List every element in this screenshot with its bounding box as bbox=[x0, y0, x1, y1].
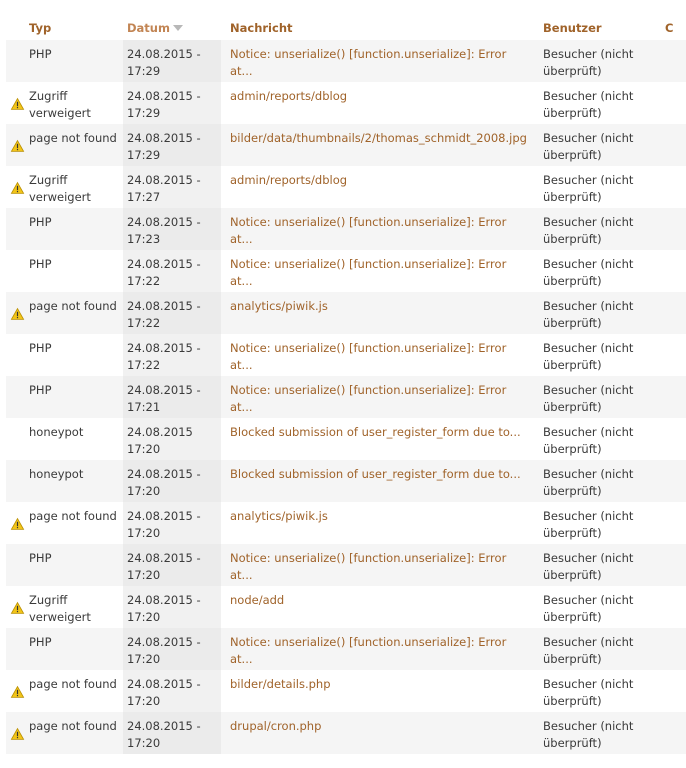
column-header-date-label: Datum bbox=[127, 21, 170, 35]
message-link[interactable] bbox=[230, 382, 540, 416]
date-line-1: 24.08.2015 - bbox=[127, 47, 201, 61]
type-cell: page not found bbox=[29, 299, 117, 313]
message-link[interactable] bbox=[230, 466, 540, 483]
date-line-1: 24.08.2015 bbox=[127, 425, 193, 439]
user-line-1: Besucher (nicht bbox=[543, 467, 634, 481]
warning-icon bbox=[11, 728, 24, 740]
column-header-user[interactable]: Benutzer bbox=[543, 21, 602, 35]
message-link[interactable] bbox=[230, 256, 540, 290]
table-row bbox=[6, 208, 686, 250]
message-line-1: Notice: unserialize() [function.unserialize]: Error bbox=[230, 215, 507, 229]
type-cell: Zugriff verweigert bbox=[29, 173, 91, 204]
date-line-1: 24.08.2015 - bbox=[127, 719, 201, 733]
message-line-2: at... bbox=[230, 232, 253, 246]
message-line-1: Notice: unserialize() [function.unserialize]: Error bbox=[230, 341, 507, 355]
user-line-2: überprüft) bbox=[543, 190, 602, 204]
message-line-1: admin/reports/dblog bbox=[230, 173, 348, 187]
type-cell: PHP bbox=[29, 215, 52, 229]
type-cell: page not found bbox=[29, 131, 117, 145]
user-line-2: überprüft) bbox=[543, 148, 602, 162]
user-line-1: Besucher (nicht bbox=[543, 131, 634, 145]
message-line-1: Blocked submission of user_register_form due to... bbox=[230, 467, 521, 481]
user-line-2: überprüft) bbox=[543, 694, 602, 708]
message-link[interactable] bbox=[230, 424, 540, 441]
message-line-1: admin/reports/dblog bbox=[230, 89, 348, 103]
user-line-1: Besucher (nicht bbox=[543, 593, 634, 607]
user-cell bbox=[543, 550, 653, 584]
date-line-2: 17:22 bbox=[127, 358, 161, 372]
date-cell bbox=[127, 130, 219, 164]
table-body bbox=[6, 40, 686, 754]
table-row bbox=[6, 502, 686, 544]
date-line-1: 24.08.2015 - bbox=[127, 131, 201, 145]
warning-icon bbox=[11, 518, 24, 530]
date-line-2: 17:20 bbox=[127, 442, 161, 456]
date-line-2: 17:29 bbox=[127, 148, 161, 162]
table-row bbox=[6, 40, 686, 82]
user-cell bbox=[543, 298, 653, 332]
user-cell bbox=[543, 382, 653, 416]
date-cell bbox=[127, 88, 219, 122]
table-row bbox=[6, 544, 686, 586]
message-link[interactable] bbox=[230, 676, 540, 693]
date-cell bbox=[127, 256, 219, 290]
date-cell bbox=[127, 718, 219, 752]
type-cell: page not found bbox=[29, 677, 117, 691]
table-row bbox=[6, 82, 686, 124]
type-cell: PHP bbox=[29, 47, 52, 61]
type-cell: honeypot bbox=[29, 425, 84, 439]
type-cell: PHP bbox=[29, 257, 52, 271]
user-line-2: überprüft) bbox=[543, 736, 602, 750]
user-line-2: überprüft) bbox=[543, 526, 602, 540]
date-line-2: 17:20 bbox=[127, 568, 161, 582]
date-line-1: 24.08.2015 - bbox=[127, 467, 201, 481]
warning-icon bbox=[11, 182, 24, 194]
type-cell: Zugriff verweigert bbox=[29, 89, 91, 120]
type-cell: honeypot bbox=[29, 467, 84, 481]
date-line-2: 17:21 bbox=[127, 400, 161, 414]
message-line-2: at... bbox=[230, 568, 253, 582]
table-row bbox=[6, 376, 686, 418]
date-cell bbox=[127, 340, 219, 374]
message-line-1: Notice: unserialize() [function.unserialize]: Error bbox=[230, 47, 507, 61]
user-cell bbox=[543, 130, 653, 164]
date-cell bbox=[127, 424, 219, 458]
date-line-2: 17:29 bbox=[127, 64, 161, 78]
date-line-1: 24.08.2015 - bbox=[127, 383, 201, 397]
date-line-2: 17:20 bbox=[127, 736, 161, 750]
table-row bbox=[6, 670, 686, 712]
date-cell bbox=[127, 46, 219, 80]
date-cell bbox=[127, 550, 219, 584]
sort-desc-icon bbox=[173, 25, 183, 31]
user-line-2: überprüft) bbox=[543, 568, 602, 582]
table-row bbox=[6, 292, 686, 334]
user-line-1: Besucher (nicht bbox=[543, 89, 634, 103]
user-line-2: überprüft) bbox=[543, 232, 602, 246]
type-cell: Zugriff verweigert bbox=[29, 593, 91, 624]
date-line-1: 24.08.2015 - bbox=[127, 593, 201, 607]
warning-icon bbox=[11, 308, 24, 320]
message-line-1: analytics/piwik.js bbox=[230, 509, 328, 523]
message-link[interactable] bbox=[230, 214, 540, 248]
user-line-1: Besucher (nicht bbox=[543, 719, 634, 733]
user-line-2: überprüft) bbox=[543, 358, 602, 372]
user-line-1: Besucher (nicht bbox=[543, 509, 634, 523]
user-line-1: Besucher (nicht bbox=[543, 215, 634, 229]
user-cell bbox=[543, 46, 653, 80]
message-line-1: node/add bbox=[230, 593, 285, 607]
date-line-1: 24.08.2015 - bbox=[127, 299, 201, 313]
message-link[interactable] bbox=[230, 340, 540, 374]
message-link[interactable] bbox=[230, 508, 540, 525]
date-cell bbox=[127, 508, 219, 542]
user-line-1: Besucher (nicht bbox=[543, 551, 634, 565]
message-link[interactable] bbox=[230, 298, 540, 315]
table-header bbox=[6, 0, 686, 40]
log-table bbox=[6, 0, 686, 754]
table-row bbox=[6, 334, 686, 376]
date-line-1: 24.08.2015 - bbox=[127, 677, 201, 691]
message-line-1: bilder/details.php bbox=[230, 677, 331, 691]
date-line-2: 17:20 bbox=[127, 652, 161, 666]
user-line-2: überprüft) bbox=[543, 652, 602, 666]
message-link[interactable] bbox=[230, 550, 540, 584]
message-line-1: Notice: unserialize() [function.unserialize]: Error bbox=[230, 383, 507, 397]
date-line-2: 17:20 bbox=[127, 694, 161, 708]
message-line-1: drupal/cron.php bbox=[230, 719, 322, 733]
message-link[interactable] bbox=[230, 592, 540, 609]
user-cell bbox=[543, 718, 653, 752]
date-line-1: 24.08.2015 - bbox=[127, 341, 201, 355]
column-header-type[interactable]: Typ bbox=[29, 21, 52, 35]
message-line-1: Blocked submission of user_register_form due to... bbox=[230, 425, 521, 439]
type-cell: PHP bbox=[29, 551, 52, 565]
message-line-1: analytics/piwik.js bbox=[230, 299, 328, 313]
message-line-2: at... bbox=[230, 64, 253, 78]
date-cell bbox=[127, 172, 219, 206]
date-line-2: 17:29 bbox=[127, 106, 161, 120]
user-line-2: überprüft) bbox=[543, 400, 602, 414]
date-line-2: 17:20 bbox=[127, 526, 161, 540]
date-line-1: 24.08.2015 - bbox=[127, 551, 201, 565]
date-line-2: 17:27 bbox=[127, 190, 161, 204]
user-cell bbox=[543, 676, 653, 710]
user-cell bbox=[543, 424, 653, 458]
column-header-date[interactable] bbox=[127, 21, 183, 35]
date-line-2: 17:20 bbox=[127, 610, 161, 624]
user-cell bbox=[543, 634, 653, 668]
date-line-1: 24.08.2015 - bbox=[127, 89, 201, 103]
table-row-partial bbox=[0, 754, 680, 768]
table-row bbox=[6, 166, 686, 208]
date-line-1: 24.08.2015 - bbox=[127, 215, 201, 229]
user-line-2: überprüft) bbox=[543, 442, 602, 456]
user-cell bbox=[543, 466, 653, 500]
message-line-2: at... bbox=[230, 652, 253, 666]
user-line-1: Besucher (nicht bbox=[543, 299, 634, 313]
date-line-2: 17:23 bbox=[127, 232, 161, 246]
user-line-1: Besucher (nicht bbox=[543, 383, 634, 397]
message-line-2: at... bbox=[230, 400, 253, 414]
table-row bbox=[6, 460, 686, 502]
table-row bbox=[6, 586, 686, 628]
message-line-2: at... bbox=[230, 274, 253, 288]
date-line-1: 24.08.2015 - bbox=[127, 257, 201, 271]
user-line-1: Besucher (nicht bbox=[543, 677, 634, 691]
warning-icon bbox=[11, 98, 24, 110]
message-line-1: Notice: unserialize() [function.unserialize]: Error bbox=[230, 635, 507, 649]
date-line-2: 17:22 bbox=[127, 316, 161, 330]
message-link[interactable] bbox=[230, 46, 540, 80]
user-cell bbox=[543, 340, 653, 374]
message-link[interactable] bbox=[230, 634, 540, 668]
user-cell bbox=[543, 214, 653, 248]
column-header-message[interactable]: Nachricht bbox=[230, 21, 293, 35]
user-cell bbox=[543, 88, 653, 122]
user-line-2: überprüft) bbox=[543, 316, 602, 330]
user-line-1: Besucher (nicht bbox=[543, 173, 634, 187]
table-row bbox=[6, 628, 686, 670]
user-line-2: überprüft) bbox=[543, 484, 602, 498]
date-cell bbox=[127, 676, 219, 710]
warning-icon bbox=[11, 686, 24, 698]
message-link[interactable] bbox=[230, 718, 540, 735]
type-cell: page not found bbox=[29, 719, 117, 733]
user-line-2: überprüft) bbox=[543, 64, 602, 78]
warning-icon bbox=[11, 602, 24, 614]
user-line-1: Besucher (nicht bbox=[543, 341, 634, 355]
user-cell bbox=[543, 508, 653, 542]
user-line-2: überprüft) bbox=[543, 106, 602, 120]
date-cell bbox=[127, 382, 219, 416]
date-line-1: 24.08.2015 - bbox=[127, 635, 201, 649]
user-cell bbox=[543, 592, 653, 626]
user-line-1: Besucher (nicht bbox=[543, 635, 634, 649]
type-cell: PHP bbox=[29, 383, 52, 397]
message-link[interactable] bbox=[230, 88, 540, 105]
column-header-operations[interactable]: C bbox=[665, 21, 674, 35]
user-line-2: überprüft) bbox=[543, 610, 602, 624]
user-line-1: Besucher (nicht bbox=[543, 425, 634, 439]
user-line-1: Besucher (nicht bbox=[543, 257, 634, 271]
table-row bbox=[6, 250, 686, 292]
user-cell bbox=[543, 256, 653, 290]
date-cell bbox=[127, 466, 219, 500]
table-row bbox=[6, 124, 686, 166]
message-link[interactable] bbox=[230, 130, 540, 147]
date-cell bbox=[127, 298, 219, 332]
message-link[interactable] bbox=[230, 172, 540, 189]
date-line-2: 17:20 bbox=[127, 484, 161, 498]
date-cell bbox=[127, 634, 219, 668]
message-line-1: bilder/data/thumbnails/2/thomas_schmidt_2008.jpg bbox=[230, 131, 527, 145]
message-line-2: at... bbox=[230, 358, 253, 372]
table-row bbox=[6, 712, 686, 754]
date-line-1: 24.08.2015 - bbox=[127, 509, 201, 523]
type-cell: page not found bbox=[29, 509, 117, 523]
date-line-2: 17:22 bbox=[127, 274, 161, 288]
user-line-1: Besucher (nicht bbox=[543, 47, 634, 61]
user-cell bbox=[543, 172, 653, 206]
message-line-1: Notice: unserialize() [function.unserialize]: Error bbox=[230, 551, 507, 565]
message-line-1: Notice: unserialize() [function.unserialize]: Error bbox=[230, 257, 507, 271]
table-row bbox=[6, 418, 686, 460]
date-cell bbox=[127, 214, 219, 248]
type-cell: PHP bbox=[29, 635, 52, 649]
user-line-2: überprüft) bbox=[543, 274, 602, 288]
date-cell bbox=[127, 592, 219, 626]
type-cell: PHP bbox=[29, 341, 52, 355]
date-line-1: 24.08.2015 - bbox=[127, 173, 201, 187]
warning-icon bbox=[11, 140, 24, 152]
